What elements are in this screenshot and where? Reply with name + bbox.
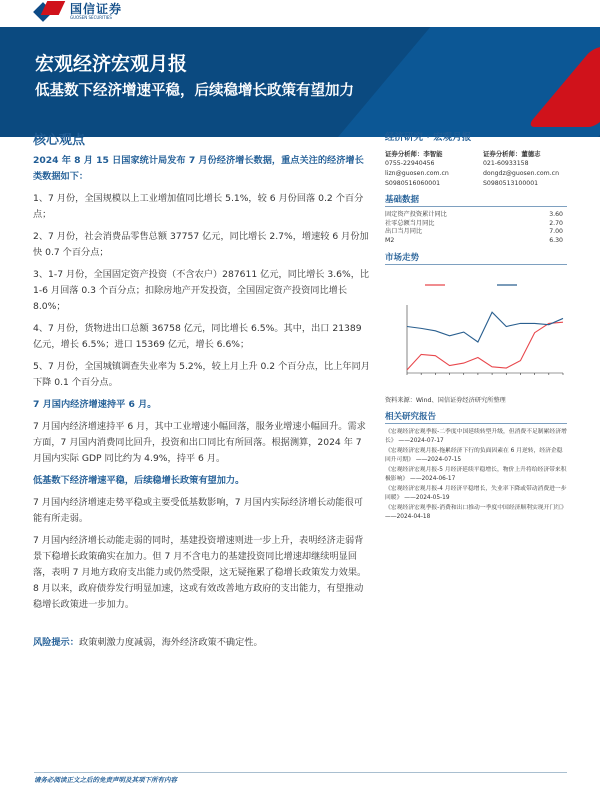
footer-divider [34, 772, 567, 773]
sidebar [385, 133, 567, 523]
line-series-red [407, 322, 563, 370]
basic-value: 6.30 [549, 236, 563, 244]
analyst-name: 证券分析师：李智能 [385, 150, 443, 158]
report-title: 宏观经济宏观月报 [35, 53, 188, 75]
logo-mark-icon [34, 1, 64, 21]
data-item: 2、7 月份，社会消费品零售总额 37757 亿元，同比增长 2.7%，增速较 6 月份加快 0.7 个百分点； [33, 231, 369, 258]
risk-label: 风险提示： [33, 637, 79, 648]
market-chart-svg [385, 269, 567, 394]
section-heading: 低基数下经济增速平稳，后续稳增长政策有望加力。 [33, 475, 245, 486]
core-lead: 2024 年 8 月 15 日国家统计局发布 7 月份经济增长数据，重点关注的经济增长类数据如下： [33, 155, 364, 182]
analyst-email[interactable]: dongdz@guosen.com.cn [483, 170, 559, 177]
report-link[interactable]: 《宏观经济宏观月报-5 月经济延续平稳增长，物价上升将给经济带来积极影响》 ——2024-06-17 [385, 467, 567, 482]
analyst-phone: 021-60933158 [483, 160, 529, 167]
basic-value: 3.60 [549, 211, 563, 218]
guosen-logo [34, 0, 122, 22]
analyst [483, 149, 567, 189]
reports-title: 相关研究报告 [385, 412, 567, 424]
report-link[interactable]: 《宏观经济宏观月报-拖累经济下行的负面因素在 6 月逆转，经济企稳回升可期》 ——2024-07-15 [385, 448, 563, 463]
data-item: 5、7 月份，全国城镇调查失业率为 5.2%，较上月上升 0.2 个百分点，比上年同月下降 0.1 个百分点。 [33, 361, 370, 388]
analyst-email[interactable]: lizn@guosen.com.cn [385, 170, 449, 177]
report-link[interactable]: 《宏观经济宏观月报-4 月经济平稳增长，失业率下降或带动消费进一步回暖》 ——2024-05-19 [385, 486, 567, 501]
chart-source: 资料来源：Wind、国信证券经济研究所整理 [385, 397, 506, 404]
data-item: 1、7 月份，全国规模以上工业增加值同比增长 5.1%，较 6 月份回落 0.2 个百分点； [33, 193, 364, 220]
disclaimer-note: 请务必阅读正文之后的免责声明及其项下所有内容 [34, 776, 177, 784]
analyst-id: S0980516060001 [385, 180, 441, 187]
analyst-name: 证券分析师：董德志 [483, 150, 541, 158]
line-series-blue [407, 312, 563, 342]
section-heading: 7 月国内经济增速持平 6 月。 [33, 399, 157, 410]
core-title: 核心观点 [33, 133, 86, 148]
basic-key: 社零总额当月同比 [385, 219, 435, 227]
risk-warning [33, 635, 370, 651]
paragraph: 7 月国内经济增速持平 6 月，其中工业增速小幅回落，服务业增速小幅回升。需求方面，7 月国内消费同比回升，投资和出口同比有所回落。根据测算，2024 年 7 月国内实际 GDP 同比约为 4.9%，持平 6 月。 [33, 421, 366, 464]
basic-row [385, 220, 567, 229]
analyst [385, 149, 469, 189]
market-title: 市场走势 [385, 253, 567, 265]
data-item: 4、7 月份，货物进出口总额 36758 亿元，同比增长 6.5%。其中，出口 21389 亿元，增长 6.5%；进口 15369 亿元，增长 6.6%； [33, 323, 362, 350]
basic-row [385, 237, 567, 246]
data-item: 3、1-7 月份，全国固定资产投资（不含农户）287611 亿元，同比增长 3.6%，比 1-6 月回落 0.3 个百分点；扣除房地产开发投资，全国固定资产投资同比增长 8.0%； [33, 269, 370, 312]
logo-cn: 国信证券 [70, 1, 123, 16]
report-link[interactable]: 《宏观经济宏观季报-消费和出口推动一季度中国经济顺利实现开门红》 ——2024-04-18 [385, 505, 567, 520]
basic-row [385, 211, 567, 220]
basic-key: 出口当月同比 [385, 228, 423, 235]
market-chart [385, 269, 567, 394]
risk-text: 政策刺激力度减弱，海外经济政策不确定性。 [78, 637, 263, 648]
report-link[interactable]: 《宏观经济宏观季报-二季度中国延续转型升级，但消费不足制累经济增长》 ——2024-07-17 [385, 429, 567, 444]
core-views [33, 133, 370, 651]
analyst-phone: 0755-22940456 [385, 160, 435, 167]
report-subtitle: 低基数下经济增速平稳，后续稳增长政策有望加力 [35, 83, 354, 99]
basic-value: 2.70 [549, 219, 563, 227]
sidebar-title: 经济研究 · 宏观月报 [385, 132, 472, 143]
basic-key: M2 [385, 236, 395, 244]
logo-en: GUOSEN SECURITIES [70, 14, 112, 20]
basic-value: 7.00 [549, 228, 563, 235]
paragraph: 7 月国内经济增速走势平稳或主要受低基数影响，7 月国内实际经济增长动能很可能有所走弱。 [33, 497, 363, 524]
basic-key: 固定资产投资累计同比 [385, 211, 447, 218]
basic-data-title: 基础数据 [385, 195, 567, 207]
title-banner [0, 27, 600, 137]
basic-row [385, 228, 567, 237]
paragraph: 7 月国内经济增长动能走弱的同时，基建投资增速则进一步上升，表明经济走弱背景下稳增长政策确实在加力。但 7 月不含电力的基建投资同比增速却继续明显回落，表明 7 月地方政府支出能力或仍然受限，这无疑拖累了稳增长政策发力效果。8 月以来，政府债券发行明显加速，这或有效改善地方政府的支出能力，有望推动稳增长政策进一步加力。 [33, 535, 367, 610]
analyst-id: S0980513100001 [483, 180, 539, 187]
